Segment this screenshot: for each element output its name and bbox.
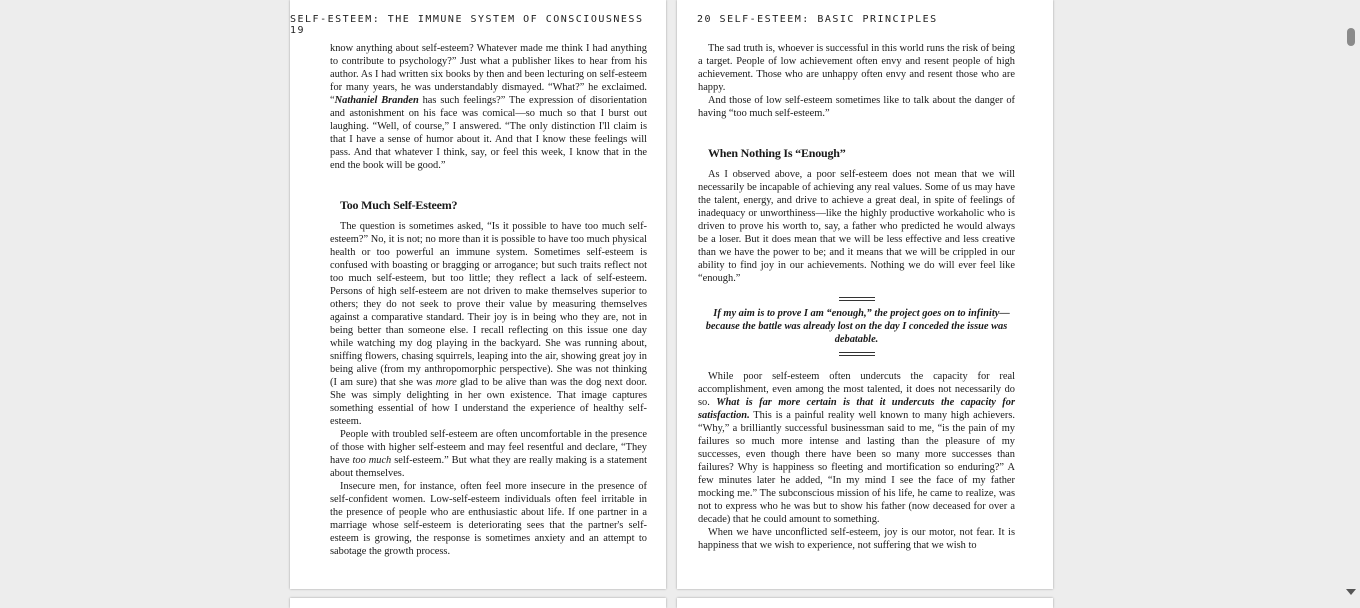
text-run: know anything about self-esteem? Whatever made me think I had anything to contribute to psychology?” Just what a publisher likes to hear from his author. As I had written six books by then and been lecturing on self-esteem for many years, he was understandably dismayed. “What?” he exclaimed. “ (330, 43, 647, 106)
text-run: This is a painful reality well known to many high achievers. “Why,” a brilliantly successful businessman said to me, “is the pain of my failures so much more intense and lasting than the pleasure of my successes, even though there have been so many more successes than failures? Why is happiness so fleeting and mortification so enduring?” A few minutes later he added, “In my mind I see the face of my father mocking me.” The subconscious mission of his life, he came to realize, was not to express who he was but to show his father (now deceased for over a decade) that he could amount to something. (698, 410, 1015, 525)
next-page-left (290, 598, 666, 608)
left-page (290, 0, 666, 589)
text-run: self-esteem.” But what they are really making is a statement about themselves. (330, 455, 647, 479)
running-head: 20 SELF-ESTEEM: BASIC PRINCIPLES (697, 14, 938, 25)
paragraph: And those of low self-esteem sometimes like to talk about the danger of having “too much self-esteem.” (698, 95, 1015, 119)
text-run: The question is sometimes asked, “Is it possible to have too much self-esteem?” No, it is not; no more than it is possible to have too much physical health or too powerful an immune system. Sometimes self-esteem is confused with boasting or bragging or arrogance; but such traits reflect not too much self-esteem, but too little; they reflect a lack of self-esteem. Persons of high self-esteem are not driven to make themselves superior to others; they do not seek to prove their value by measuring themselves against a comparative standard. Their joy is in being who they are, not in being better than someone else. I recall reflecting on this issue one day while watching my dog playing in the backyard. She was running about, sniffing flowers, chasing squirrels, leaping into the air, showing great joy in being alive (from my anthropomorphic perspective). She was not thinking (I am sure) that she was (330, 221, 647, 388)
paragraph (330, 220, 647, 428)
paragraph (698, 370, 1015, 526)
italic-name: Nathaniel Branden (334, 95, 419, 106)
emphasis: more (435, 377, 457, 388)
scrollbar-thumb[interactable] (1347, 28, 1355, 46)
emphasis: too much (352, 455, 392, 466)
paragraph (330, 42, 647, 172)
pull-quote: If my aim is to prove I am “enough,” the project goes on to infinity—because the battle was already lost on the day I conceded the issue was debatable. (705, 308, 1010, 345)
paragraph: The sad truth is, whoever is successful in this world runs the risk of being a target. People of low achievement often envy and resent people of high achievement. Those who are unhappy often envy and resent those who are happy. (698, 43, 1015, 93)
page-body (330, 42, 647, 558)
page-body (698, 42, 1015, 552)
italic-sentence: What is far more certain is that it undercuts the capacity for satisfaction. (698, 397, 1015, 421)
text-run: has such feelings?” The expression of disorientation and astonishment on his face was comical—so much so that I burst out laughing. “Well, of course,” I answered. “The only distinction I'll claim is that I have a sense of humor about it. And that I know these feelings will pass. And that whatever I think, say, or feel this week, I know that in the end the book will be good.” (330, 95, 647, 171)
running-head: SELF-ESTEEM: THE IMMUNE SYSTEM OF CONSCIOUSNESS 19 (290, 14, 644, 36)
text-run: People with troubled self-esteem are often uncomfortable in the presence of those with higher self-esteem and may feel resentful and declare, “They have (330, 429, 647, 466)
paragraph: As I observed above, a poor self-esteem does not mean that we will necessarily be incapable of achieving any real values. Some of us may have the talent, energy, and drive to achieve a great deal, in spite of feelings of inadequacy or unworthiness—like the highly productive workaholic who is driven to prove his worth to, say, a father who predicted he would always be a loser. But it does mean that we will be less effective and less creative than we have the power to be; and it means that we will be crippled in our ability to find joy in our achievements. Nothing we do will ever feel like “enough.” (698, 169, 1015, 284)
text-run: While poor self-esteem often undercuts the capacity for real accomplishment, even among the most talented, it does not necessarily do so. (698, 371, 1015, 408)
vertical-scrollbar[interactable] (1343, 0, 1360, 606)
section-heading: When Nothing Is “Enough” (708, 146, 846, 160)
paragraph: Insecure men, for instance, often feel more insecure in the presence of self-confident women. Low-self-esteem individuals often feel irritable in the presence of people who are enthusiastic about life. If one partner in a marriage whose self-esteem is deteriorating sees that the partner's self-esteem is growing, the response is sometimes anxiety and an attempt to sabotage the growth process. (330, 481, 647, 557)
scroll-down-arrow-icon[interactable] (1346, 589, 1356, 595)
text-run: glad to be alive than was the dog next door. She was simply delighting in her own existence. That image captures something essential of how I understand the experience of healthy self-esteem. (330, 377, 647, 427)
paragraph: When we have unconflicted self-esteem, joy is our motor, not fear. It is happiness that we wish to experience, not suffering that we wish to (698, 527, 1015, 551)
next-page-right (677, 598, 1053, 608)
right-page (677, 0, 1053, 589)
paragraph (330, 428, 647, 480)
section-heading: Too Much Self-Esteem? (340, 198, 458, 212)
